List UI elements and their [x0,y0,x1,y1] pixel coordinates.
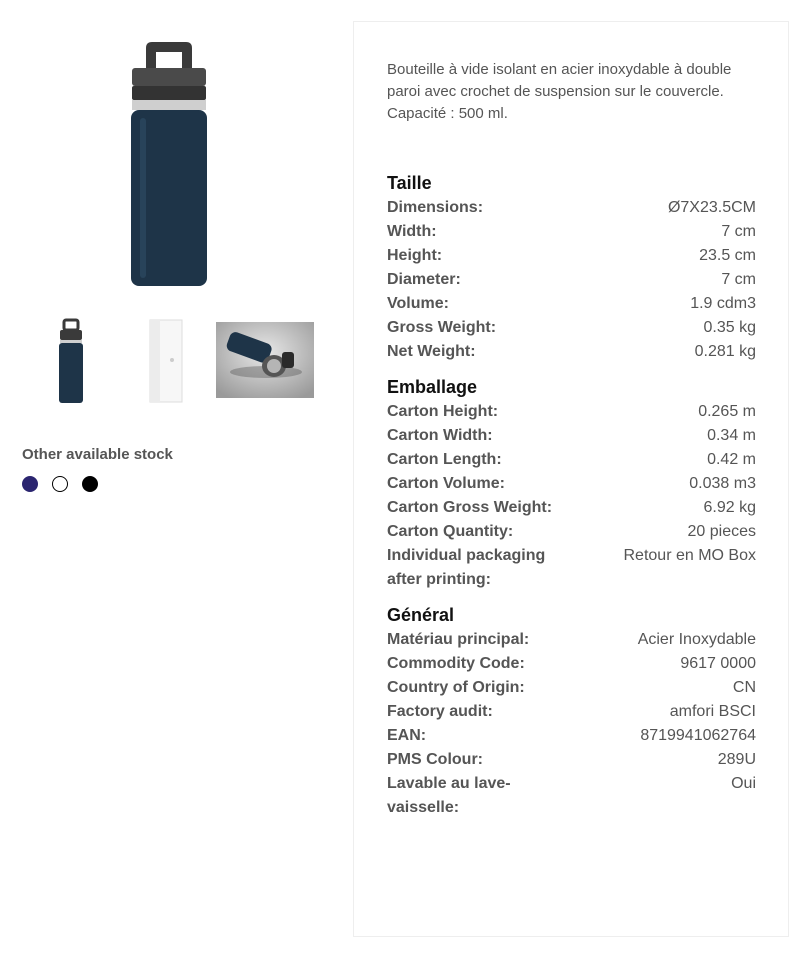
spec-row [387,472,756,496]
spec-row [387,748,756,772]
spec-value: 9617 0000 [680,655,756,672]
spec-value: Oui [731,775,756,792]
spec-key: Dimensions: [387,199,484,216]
spec-value: 0.42 m [707,451,756,468]
spec-value: 23.5 cm [699,247,756,264]
spec-key: Volume: [387,295,449,312]
spec-value: 289U [717,751,756,768]
spec-row [387,196,756,220]
spec-value: 7 cm [721,271,756,288]
spec-value: 7 cm [721,223,756,240]
spec-value: CN [732,679,756,696]
section-general [387,602,756,820]
spec-row [387,340,756,364]
spec-key: Gross Weight: [387,319,497,336]
spec-value: 0.265 m [698,403,756,420]
spec-row [387,316,756,340]
spec-row [387,724,756,748]
spec-value: 0.34 m [707,427,756,444]
spec-row [387,772,756,820]
spec-row [387,652,756,676]
spec-value: 0.038 m3 [689,475,756,492]
spec-value: 8719941062764 [640,727,756,744]
spec-value: amfori BSCI [669,703,756,720]
color-swatch-black[interactable] [82,476,98,492]
spec-key: Carton Length: [387,451,502,468]
product-gallery [0,0,340,963]
spec-key: Carton Gross Weight: [387,499,553,516]
spec-key: EAN: [387,727,427,744]
thumbnail-box[interactable] [142,318,190,406]
spec-key: Factory audit: [387,703,493,720]
section-taille [387,170,756,364]
spec-row [387,700,756,724]
spec-row [387,292,756,316]
spec-value: 20 pieces [687,523,756,540]
spec-row [387,676,756,700]
spec-value: 0.35 kg [703,319,756,336]
section-emballage [387,374,756,592]
thumbnail-bottle[interactable] [52,318,90,406]
color-swatch-white[interactable] [52,476,68,492]
section-title: Général [387,605,455,625]
product-main-image [110,38,228,290]
spec-sections [387,170,756,830]
spec-row [387,268,756,292]
spec-key: Width: [387,223,437,240]
spec-value: Acier Inoxydable [637,631,756,648]
spec-key: PMS Colour: [387,751,483,768]
spec-key: Net Weight: [387,343,476,360]
product-details-panel [353,21,789,937]
spec-value: 6.92 kg [703,499,756,516]
thumbnail-bottle-lying[interactable] [216,322,314,398]
spec-row [387,496,756,520]
spec-key: Carton Width: [387,427,493,444]
spec-value: Ø7X23.5CM [667,199,756,216]
spec-value: Retour en MO Box [623,547,756,564]
other-stock-label: Other available stock [22,446,173,463]
spec-row [387,220,756,244]
spec-row [387,448,756,472]
spec-key: Matériau principal: [387,631,530,648]
spec-key: Height: [387,247,443,264]
product-description: Bouteille à vide isolant en acier inoxydable à double paroi avec crochet de suspension sur le couvercle. Capacité : 500 ml. [387,61,732,122]
spec-row [387,244,756,268]
section-title: Taille [387,173,432,193]
spec-row [387,424,756,448]
section-title: Emballage [387,377,478,397]
spec-key: Commodity Code: [387,655,525,672]
spec-key: Country of Origin: [387,679,525,696]
spec-key: Lavable au lave-vaisselle: [387,775,511,816]
spec-key: Individual packaging after printing: [387,547,546,588]
spec-value: 0.281 kg [694,343,756,360]
color-swatches [22,476,98,492]
spec-row [387,628,756,652]
spec-row [387,544,756,592]
spec-value: 1.9 cdm3 [690,295,756,312]
color-swatch-navy[interactable] [22,476,38,492]
spec-key: Diameter: [387,271,461,288]
spec-key: Carton Volume: [387,475,505,492]
spec-key: Carton Height: [387,403,499,420]
spec-row [387,400,756,424]
spec-key: Carton Quantity: [387,523,514,540]
spec-row [387,520,756,544]
